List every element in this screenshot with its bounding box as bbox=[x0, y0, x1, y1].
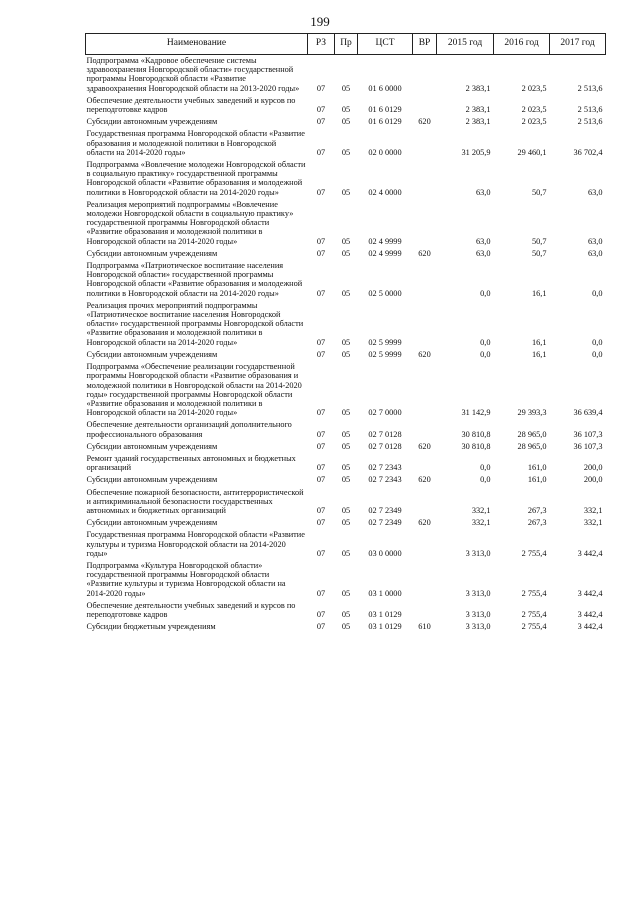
cell-y2015: 31 205,9 bbox=[461, 147, 491, 157]
table-row bbox=[86, 487, 606, 518]
cell-y2016: 2 755,4 bbox=[521, 548, 547, 558]
header-pr: Пр bbox=[335, 34, 358, 55]
cell-y2016: 28 965,0 bbox=[517, 429, 547, 439]
cell-y2016: 2 023,5 bbox=[521, 117, 547, 127]
cell-y2016: 16,1 bbox=[531, 337, 547, 347]
cell-y2015: 3 313,0 bbox=[465, 622, 491, 632]
cell-name: Субсидии автономным учреждениям bbox=[86, 441, 218, 451]
cell-y2016: 50,7 bbox=[531, 248, 547, 258]
cell-y2017: 36 107,3 bbox=[573, 429, 603, 439]
cell-name: Субсидии бюджетным учреждениям bbox=[86, 622, 216, 632]
cell-rz: 07 bbox=[316, 408, 326, 418]
cell-vr bbox=[413, 529, 437, 560]
cell-pr: 05 bbox=[341, 505, 351, 515]
cell-vr: 620 bbox=[418, 349, 431, 359]
table-row bbox=[86, 349, 606, 361]
cell-vr bbox=[413, 419, 437, 440]
cell-pr: 05 bbox=[341, 429, 351, 439]
cell-vr: 610 bbox=[418, 622, 431, 632]
cell-pr: 05 bbox=[341, 248, 351, 258]
cell-cst: 02 7 0128 bbox=[368, 429, 402, 439]
cell-vr: 620 bbox=[418, 248, 431, 258]
cell-name: Обеспечение деятельности организаций дополнительного профессионального образования bbox=[86, 420, 292, 439]
cell-y2016: 2 755,4 bbox=[521, 588, 547, 598]
cell-cst: 03 1 0000 bbox=[368, 588, 402, 598]
cell-y2015: 0,0 bbox=[480, 475, 491, 485]
cell-y2016: 161,0 bbox=[527, 463, 547, 473]
table-row bbox=[86, 361, 606, 419]
cell-y2016: 50,7 bbox=[531, 187, 547, 197]
cell-y2015: 2 383,1 bbox=[465, 105, 491, 115]
cell-pr: 05 bbox=[341, 187, 351, 197]
cell-cst: 02 7 2349 bbox=[368, 505, 402, 515]
cell-rz: 07 bbox=[316, 187, 326, 197]
cell-y2015: 63,0 bbox=[475, 248, 491, 258]
cell-pr: 05 bbox=[341, 475, 351, 485]
cell-y2015: 0,0 bbox=[480, 337, 491, 347]
cell-rz: 07 bbox=[316, 505, 326, 515]
cell-cst: 02 7 2349 bbox=[368, 518, 402, 528]
table-row bbox=[86, 560, 606, 600]
cell-y2015: 0,0 bbox=[480, 288, 491, 298]
cell-vr: 620 bbox=[418, 475, 431, 485]
cell-rz: 07 bbox=[316, 83, 326, 93]
cell-name: Подпрограмма «Кадровое обеспечение системы здравоохранения Новгородской области» государственной программы Новгородской области «Развитие здравоохранения Новгородской области на 2013-2020 годы» bbox=[86, 56, 300, 93]
cell-y2015: 3 313,0 bbox=[465, 588, 491, 598]
cell-y2017: 3 442,4 bbox=[577, 548, 603, 558]
table-row bbox=[86, 600, 606, 621]
cell-cst: 02 4 0000 bbox=[368, 187, 402, 197]
cell-cst: 02 5 9999 bbox=[368, 349, 402, 359]
cell-rz: 07 bbox=[316, 288, 326, 298]
cell-pr: 05 bbox=[341, 622, 351, 632]
table-row bbox=[86, 128, 606, 159]
table-row bbox=[86, 199, 606, 248]
cell-cst: 01 6 0129 bbox=[368, 117, 402, 127]
cell-cst: 03 0 0000 bbox=[368, 548, 402, 558]
cell-name: Субсидии автономным учреждениям bbox=[86, 518, 218, 528]
cell-y2016: 2 023,5 bbox=[521, 105, 547, 115]
page-number: 199 bbox=[310, 14, 330, 29]
cell-vr bbox=[413, 199, 437, 248]
cell-rz: 07 bbox=[316, 609, 326, 619]
cell-name: Реализация мероприятий подпрограммы «Вовлечение молодежи Новгородской области в социальную практику» государственной программы Новгородской области «Развитие образования и молодежной политики в Новгородской области на 2014-2020 годы» bbox=[86, 199, 294, 246]
table-row bbox=[86, 529, 606, 560]
cell-y2015: 3 313,0 bbox=[465, 609, 491, 619]
cell-cst: 02 7 2343 bbox=[368, 475, 402, 485]
cell-name: Подпрограмма «Обеспечение реализации государственной программы Новгородской области «Развитие образования и молодежной политики в Новгородской области на 2014-2020 годы» государственной программы Новгородской области «Развитие образования и молодежной политики в Новгородской области на 2014-2020 годы» bbox=[86, 362, 302, 418]
cell-pr: 05 bbox=[341, 83, 351, 93]
table-row bbox=[86, 474, 606, 486]
header-name: Наименование bbox=[86, 34, 308, 55]
cell-y2016: 2 023,5 bbox=[521, 83, 547, 93]
cell-y2016: 16,1 bbox=[531, 349, 547, 359]
cell-vr: 620 bbox=[418, 441, 431, 451]
cell-vr bbox=[413, 487, 437, 518]
cell-y2015: 0,0 bbox=[480, 349, 491, 359]
cell-y2017: 3 442,4 bbox=[577, 622, 603, 632]
table-row bbox=[86, 453, 606, 474]
cell-cst: 03 1 0129 bbox=[368, 609, 402, 619]
cell-pr: 05 bbox=[341, 105, 351, 115]
cell-y2017: 2 513,6 bbox=[577, 83, 603, 93]
cell-cst: 02 7 2343 bbox=[368, 463, 402, 473]
cell-cst: 02 5 9999 bbox=[368, 337, 402, 347]
cell-rz: 07 bbox=[316, 429, 326, 439]
table-row bbox=[86, 95, 606, 116]
cell-name: Ремонт зданий государственных автономных и бюджетных организаций bbox=[86, 453, 296, 473]
cell-cst: 02 4 9999 bbox=[368, 248, 402, 258]
cell-y2015: 63,0 bbox=[475, 236, 491, 246]
cell-y2017: 2 513,6 bbox=[577, 105, 603, 115]
cell-name: Государственная программа Новгородской области «Развитие культуры и туризма Новгородской области на 2014-2020 годы» bbox=[86, 530, 305, 558]
cell-rz: 07 bbox=[316, 349, 326, 359]
cell-y2016: 50,7 bbox=[531, 236, 547, 246]
table-row bbox=[86, 116, 606, 128]
cell-vr bbox=[413, 560, 437, 600]
table-row bbox=[86, 260, 606, 300]
cell-y2017: 200,0 bbox=[583, 463, 603, 473]
cell-y2017: 63,0 bbox=[587, 187, 603, 197]
table-row bbox=[86, 441, 606, 453]
cell-pr: 05 bbox=[341, 609, 351, 619]
cell-rz: 07 bbox=[316, 475, 326, 485]
cell-pr: 05 bbox=[341, 117, 351, 127]
cell-y2017: 0,0 bbox=[592, 288, 603, 298]
cell-vr bbox=[413, 300, 437, 349]
cell-cst: 03 1 0129 bbox=[368, 622, 402, 632]
cell-rz: 07 bbox=[316, 105, 326, 115]
cell-vr bbox=[413, 128, 437, 159]
cell-name: Обеспечение пожарной безопасности, антитеррористической и антикриминальной безопасности государственных автономных и бюджетных организаций bbox=[86, 487, 304, 515]
cell-rz: 07 bbox=[316, 147, 326, 157]
cell-cst: 02 0 0000 bbox=[368, 147, 402, 157]
cell-y2017: 200,0 bbox=[583, 475, 603, 485]
cell-y2017: 332,1 bbox=[583, 505, 603, 515]
cell-y2016: 267,3 bbox=[527, 505, 547, 515]
table-row bbox=[86, 621, 606, 633]
cell-y2016: 29 393,3 bbox=[517, 408, 547, 418]
table-header-row bbox=[86, 34, 606, 55]
cell-pr: 05 bbox=[341, 349, 351, 359]
cell-name: Субсидии автономным учреждениям bbox=[86, 248, 218, 258]
cell-pr: 05 bbox=[341, 337, 351, 347]
cell-vr: 620 bbox=[418, 518, 431, 528]
cell-vr bbox=[413, 361, 437, 419]
cell-name: Субсидии автономным учреждениям bbox=[86, 349, 218, 359]
header-cst: ЦСТ bbox=[358, 34, 413, 55]
cell-name: Обеспечение деятельности учебных заведений и курсов по переподготовке кадров bbox=[86, 95, 296, 115]
cell-vr bbox=[413, 159, 437, 199]
cell-y2017: 0,0 bbox=[592, 337, 603, 347]
cell-cst: 01 6 0129 bbox=[368, 105, 402, 115]
header-rz: РЗ bbox=[308, 34, 335, 55]
cell-vr: 620 bbox=[418, 117, 431, 127]
cell-y2017: 2 513,6 bbox=[577, 117, 603, 127]
cell-name: Обеспечение деятельности учебных заведений и курсов по переподготовке кадров bbox=[86, 600, 296, 619]
cell-y2017: 3 442,4 bbox=[577, 609, 603, 619]
cell-y2017: 63,0 bbox=[587, 248, 603, 258]
cell-name: Субсидии автономным учреждениям bbox=[86, 117, 218, 127]
cell-y2015: 31 142,9 bbox=[461, 408, 491, 418]
cell-y2015: 0,0 bbox=[480, 463, 491, 473]
table-row bbox=[86, 419, 606, 440]
cell-vr bbox=[413, 55, 437, 95]
cell-name: Подпрограмма «Вовлечение молодежи Новгородской области в социальную практику» государственной программы Новгородской области «Развитие образования и молодежной политики в Новгородской области на 2014-2020 годы» bbox=[86, 160, 306, 197]
budget-table bbox=[85, 33, 606, 633]
cell-pr: 05 bbox=[341, 441, 351, 451]
cell-y2015: 30 810,8 bbox=[461, 441, 491, 451]
cell-vr bbox=[413, 260, 437, 300]
cell-pr: 05 bbox=[341, 518, 351, 528]
cell-pr: 05 bbox=[341, 548, 351, 558]
cell-rz: 07 bbox=[316, 248, 326, 258]
cell-rz: 07 bbox=[316, 622, 326, 632]
header-2016: 2016 год bbox=[494, 34, 550, 55]
cell-pr: 05 bbox=[341, 588, 351, 598]
cell-cst: 02 7 0000 bbox=[368, 408, 402, 418]
table-row bbox=[86, 55, 606, 95]
cell-y2015: 3 313,0 bbox=[465, 548, 491, 558]
cell-cst: 02 7 0128 bbox=[368, 441, 402, 451]
cell-y2017: 332,1 bbox=[583, 518, 603, 528]
cell-y2017: 63,0 bbox=[587, 236, 603, 246]
table-row bbox=[86, 300, 606, 349]
table-row bbox=[86, 159, 606, 199]
cell-rz: 07 bbox=[316, 463, 326, 473]
header-2015: 2015 год bbox=[437, 34, 494, 55]
table-row bbox=[86, 517, 606, 529]
cell-y2016: 161,0 bbox=[527, 475, 547, 485]
cell-rz: 07 bbox=[316, 117, 326, 127]
cell-pr: 05 bbox=[341, 236, 351, 246]
cell-name: Подпрограмма «Культура Новгородской области» государственной программы Новгородской области «Развитие культуры и туризма Новгородской области на 2014-2020 годы» bbox=[86, 560, 286, 598]
table-body bbox=[86, 55, 606, 634]
cell-name: Подпрограмма «Патриотическое воспитание населения Новгородской области» государственной программы Новгородской области «Развитие образования и молодежной политики в Новгородской области на 2014-2020 годы» bbox=[86, 261, 303, 298]
cell-vr bbox=[413, 600, 437, 621]
cell-name: Субсидии автономным учреждениям bbox=[86, 475, 218, 485]
cell-rz: 07 bbox=[316, 518, 326, 528]
cell-cst: 01 6 0000 bbox=[368, 83, 402, 93]
cell-rz: 07 bbox=[316, 337, 326, 347]
cell-y2016: 29 460,1 bbox=[517, 147, 547, 157]
cell-pr: 05 bbox=[341, 463, 351, 473]
cell-y2015: 332,1 bbox=[471, 505, 491, 515]
cell-y2016: 267,3 bbox=[527, 518, 547, 528]
header-2017: 2017 год bbox=[550, 34, 606, 55]
cell-y2015: 2 383,1 bbox=[465, 83, 491, 93]
cell-cst: 02 5 0000 bbox=[368, 288, 402, 298]
cell-rz: 07 bbox=[316, 588, 326, 598]
cell-vr bbox=[413, 95, 437, 116]
cell-rz: 07 bbox=[316, 441, 326, 451]
cell-y2015: 30 810,8 bbox=[461, 429, 491, 439]
cell-rz: 07 bbox=[316, 236, 326, 246]
cell-pr: 05 bbox=[341, 147, 351, 157]
header-vr: ВР bbox=[413, 34, 437, 55]
cell-pr: 05 bbox=[341, 408, 351, 418]
cell-y2017: 36 702,4 bbox=[573, 147, 603, 157]
cell-rz: 07 bbox=[316, 548, 326, 558]
cell-y2017: 0,0 bbox=[592, 349, 603, 359]
cell-y2016: 2 755,4 bbox=[521, 622, 547, 632]
cell-y2016: 16,1 bbox=[531, 288, 547, 298]
cell-y2017: 3 442,4 bbox=[577, 588, 603, 598]
cell-y2016: 28 965,0 bbox=[517, 441, 547, 451]
cell-y2017: 36 107,3 bbox=[573, 441, 603, 451]
cell-name: Государственная программа Новгородской области «Развитие образования и молодежной политики в Новгородской области на 2014-2020 годы» bbox=[86, 129, 305, 157]
cell-y2015: 63,0 bbox=[475, 187, 491, 197]
cell-y2016: 2 755,4 bbox=[521, 609, 547, 619]
cell-y2015: 332,1 bbox=[471, 518, 491, 528]
cell-y2017: 36 639,4 bbox=[573, 408, 603, 418]
cell-cst: 02 4 9999 bbox=[368, 236, 402, 246]
cell-y2015: 2 383,1 bbox=[465, 117, 491, 127]
cell-pr: 05 bbox=[341, 288, 351, 298]
cell-name: Реализация прочих мероприятий подпрограммы «Патриотическое воспитание населения Новгородской области» государственной программы Новгородской области «Развитие образования и молодежной политики в Новгородской области на 2014-2020 годы» bbox=[86, 300, 304, 347]
table-row bbox=[86, 248, 606, 260]
cell-vr bbox=[413, 453, 437, 474]
